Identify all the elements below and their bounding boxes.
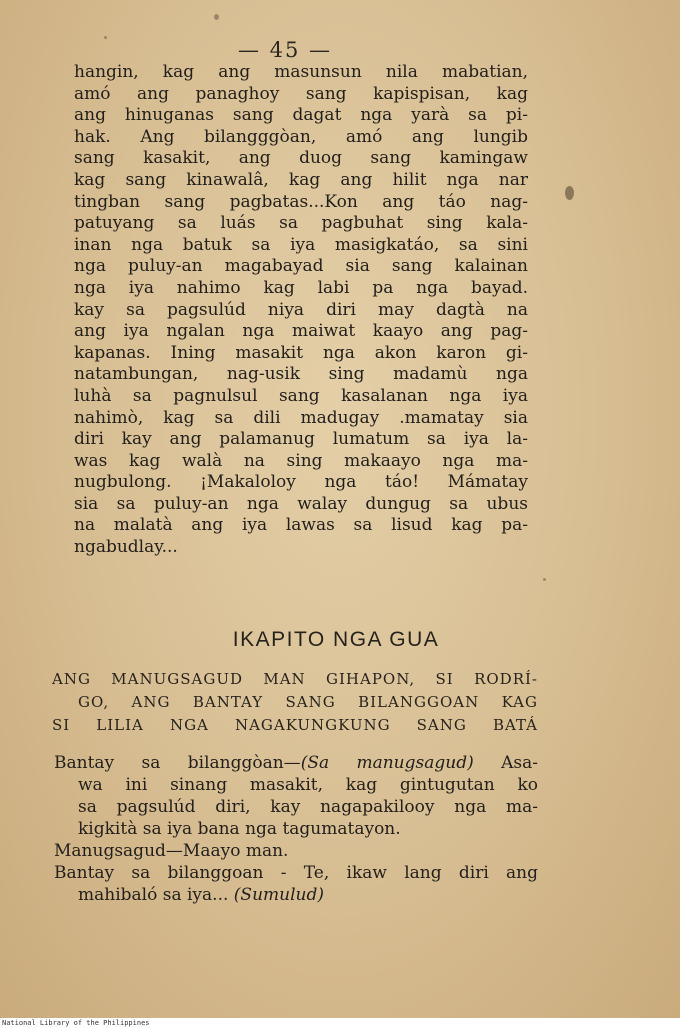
speaker-name: Manugsagud— bbox=[54, 841, 183, 861]
body-line: na malatà ang iya lawas sa lisud kag pa- bbox=[74, 515, 528, 536]
body-line: was kag walà na sing makaayo nga ma- bbox=[74, 450, 528, 471]
dialogue-line bbox=[54, 818, 538, 840]
body-line: natambungan, nag-usik sing madamù nga bbox=[74, 364, 528, 385]
body-line: sia sa puluy-an nga walay dungug sa ubus bbox=[74, 493, 528, 514]
dialogue-text: sa pagsulúd diri, kay nagapakilooy nga ma- bbox=[78, 797, 538, 817]
stage-direction-line: SI LILIA NGA NAGAKUNGKUNG SANG BATÁ bbox=[52, 716, 538, 734]
body-line: nga puluy-an magabayad sia sang kalainan bbox=[74, 256, 528, 277]
dialogue-line bbox=[54, 884, 538, 906]
dialogue-turn bbox=[54, 752, 538, 840]
dialogue-text: Maayo man. bbox=[182, 841, 289, 861]
dialogue-line bbox=[54, 752, 538, 774]
paper-speck bbox=[543, 578, 546, 581]
body-line: inan nga batuk sa iya masigkatáo, sa sini bbox=[74, 234, 528, 255]
paper-speck bbox=[214, 14, 219, 20]
dialogue-line bbox=[54, 774, 538, 796]
body-line: ang hinuganas sang dagat nga yarà sa pi- bbox=[74, 105, 528, 126]
footer-credit: National Library of the Philippines bbox=[0, 1018, 680, 1028]
page-number: — 45 — bbox=[237, 38, 333, 62]
stage-direction bbox=[52, 668, 538, 737]
paper-speck bbox=[565, 186, 574, 200]
body-line: patuyang sa luás sa pagbuhat sing kala- bbox=[74, 213, 528, 234]
stage-aside: (Sa manugsagud) bbox=[300, 753, 474, 773]
body-paragraph bbox=[74, 62, 528, 559]
body-line: tingban sang pagbatas...Kon ang táo nag- bbox=[74, 191, 528, 212]
dialogue-section bbox=[54, 752, 538, 906]
speaker-name: Bantay sa bilanggoan - bbox=[54, 863, 304, 883]
paper-speck bbox=[104, 36, 107, 39]
body-line: ngabudlay... bbox=[74, 537, 178, 558]
body-line: kay sa pagsulúd niya diri may dagtà na bbox=[74, 299, 528, 320]
dialogue-text: wa ini sinang masakit, kag gintugutan ko bbox=[78, 775, 538, 795]
body-line: amó ang panaghoy sang kapispisan, kag bbox=[74, 83, 528, 104]
body-line: nugbulong. ¡Makaloloy nga táo! Mámatay bbox=[74, 472, 528, 493]
speaker-name: Bantay sa bilanggòan— bbox=[54, 753, 301, 773]
body-line: hak. Ang bilangggòan, amó ang lungib bbox=[74, 126, 528, 147]
body-line: hangin, kag ang masunsun nila mabatian, bbox=[74, 62, 528, 82]
chapter-title: IKAPITO NGA GUA bbox=[232, 628, 440, 651]
body-line: luhà sa pagnulsul sang kasalanan nga iya bbox=[74, 385, 528, 406]
dialogue-text: Te, ikaw lang diri ang bbox=[303, 863, 539, 883]
body-line: nga iya nahimo kag labi pa nga bayad. bbox=[74, 277, 528, 298]
stage-direction-line: ANG MANUGSAGUD MAN GIHAPON, SI RODRÍ- bbox=[52, 670, 538, 688]
body-line: ang iya ngalan nga maiwat kaayo ang pag- bbox=[74, 321, 528, 342]
body-line: diri kay ang palamanug lumatum sa iya la- bbox=[74, 429, 528, 450]
body-line: sang kasakit, ang duog sang kamingaw bbox=[74, 148, 528, 169]
dialogue-line bbox=[54, 862, 538, 884]
stage-aside: (Sumulud) bbox=[233, 885, 324, 905]
dialogue-line bbox=[54, 840, 538, 862]
dialogue-line bbox=[54, 796, 538, 818]
body-line: nahimò, kag sa dili madugay .mamatay sia bbox=[74, 407, 528, 428]
dialogue-text: Asa- bbox=[473, 753, 538, 773]
body-line: kag sang kinawalâ, kag ang hilit nga nar bbox=[74, 169, 528, 190]
stage-direction-line: GO, ANG BANTAY SANG BILANGGOAN KAG bbox=[78, 693, 538, 711]
dialogue-text: kigkità sa iya bana nga tagumatayon. bbox=[78, 819, 401, 839]
dialogue-turn bbox=[54, 840, 538, 862]
dialogue-turn bbox=[54, 862, 538, 906]
dialogue-text: mahibaló sa iya... bbox=[78, 885, 234, 905]
body-line: kapanas. Ining masakit nga akon karon gi- bbox=[74, 342, 528, 363]
